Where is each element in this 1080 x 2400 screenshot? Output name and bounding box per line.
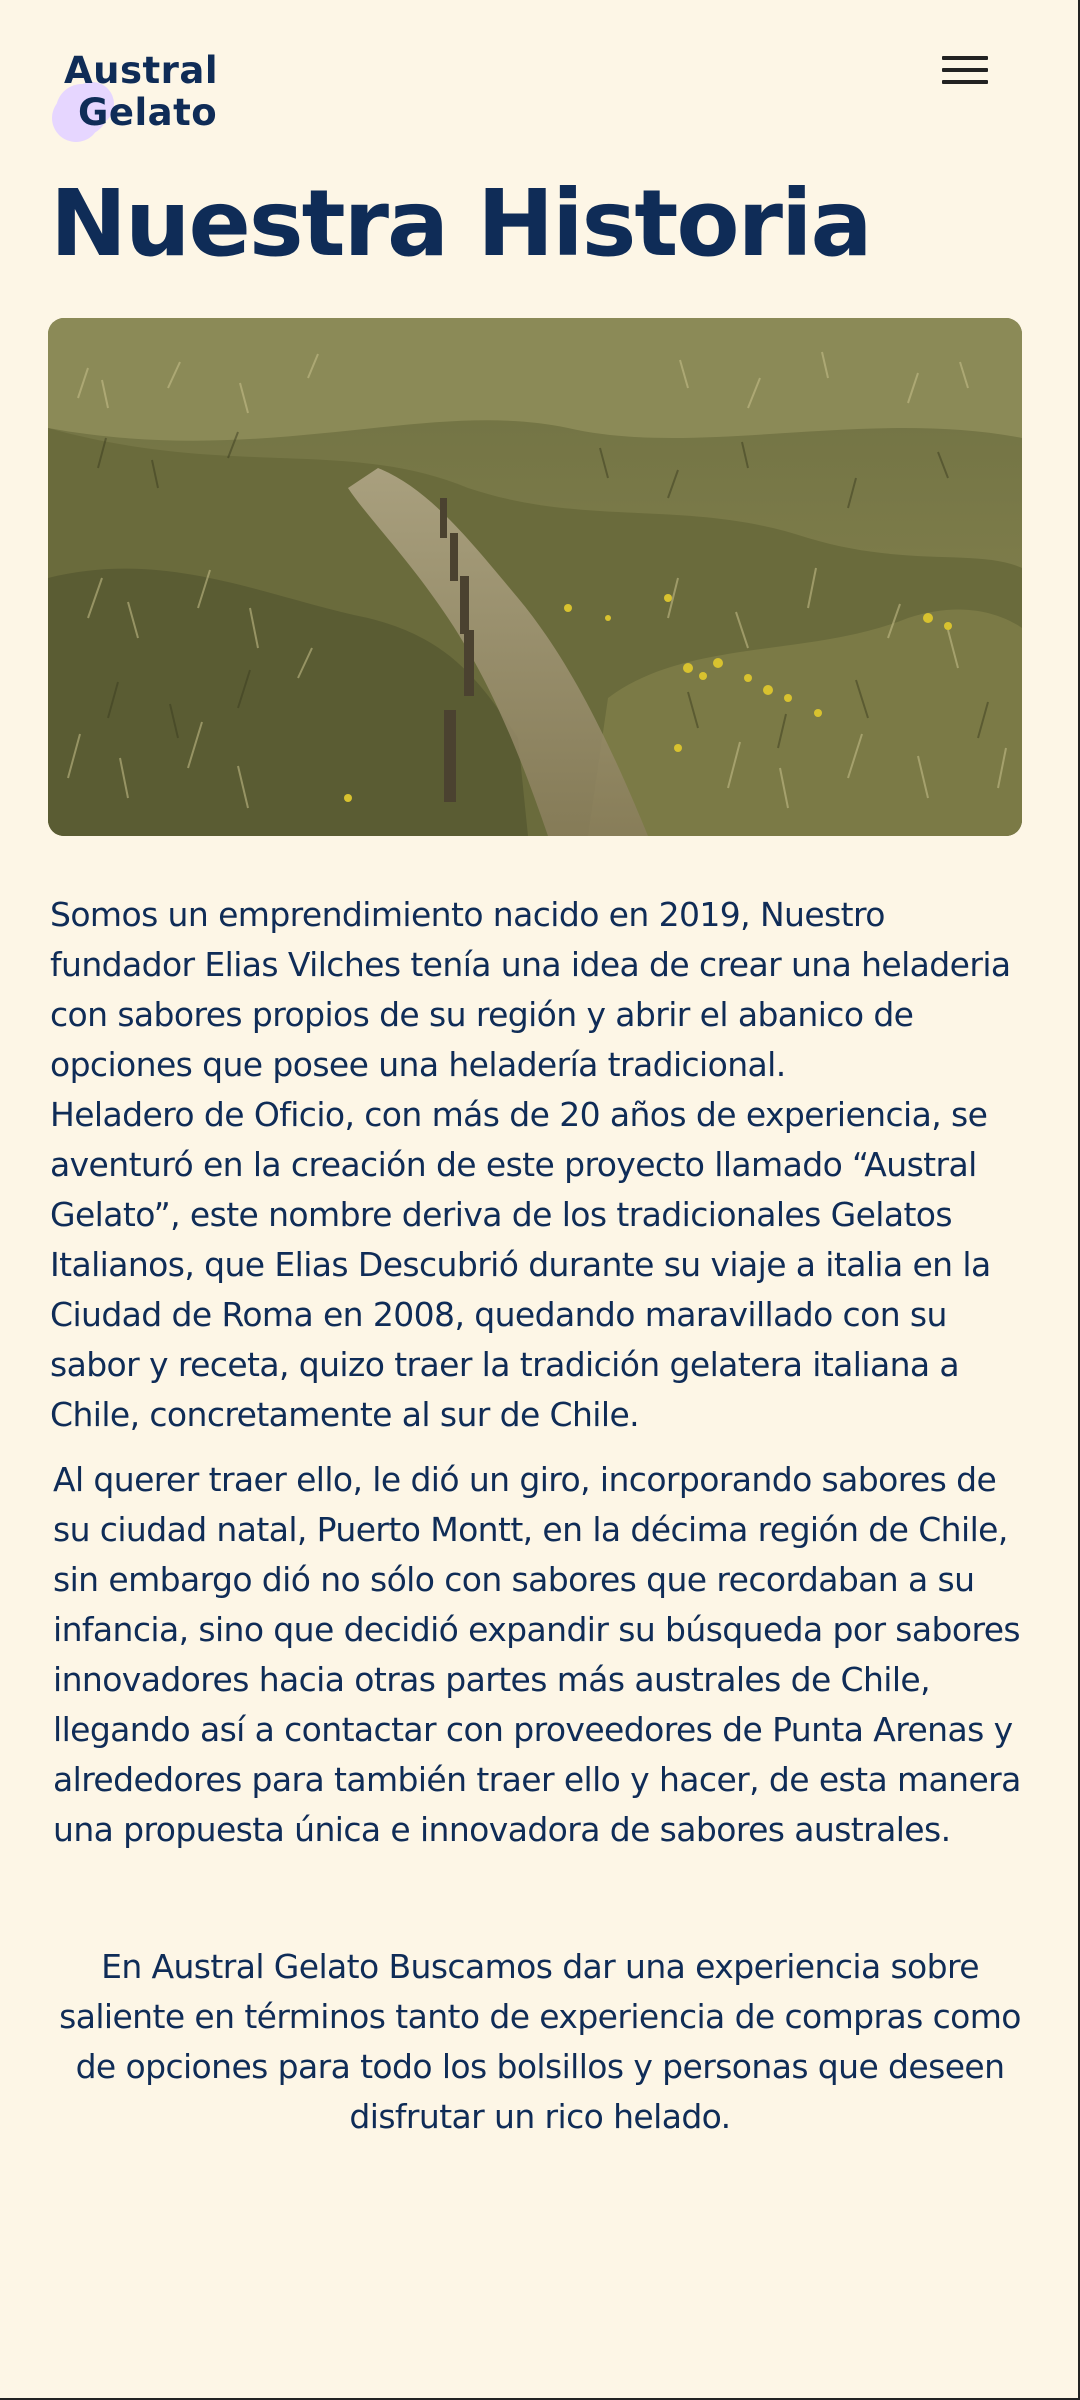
site-header xyxy=(0,0,1080,170)
story-paragraph-2: Al querer traer ello, le dió un giro, incorporando sabores de su ciudad natal, Puerto Montt, en la décima región de Chile, sin embargo dió no sólo con sabores que recordaban a su infancia, sino que decidió expandir su búsqueda por sabores innovadores hacia otras partes más australes de Chile, llegando así a contactar con proveedores de Punta Arenas y alrededores para también traer ello y hacer, de esta manera una propuesta única e innovadora de sabores australes. xyxy=(53,1460,1021,1849)
story-text-founder: Heladero de Oficio, con más de 20 años de experiencia, se aventuró en la creación de este proyecto llamado “Austral Gelato”, este nombre deriva de los tradicionales Gelatos Italianos, que Elias Descubrió durante su viaje a italia en la Ciudad de Roma en 2008, quedando maravillado con su sabor y receta, quizo traer la tradición gelatera italiana a Chile, concretamente al sur de Chile. xyxy=(50,1095,991,1434)
menu-bar-bottom xyxy=(942,80,988,84)
story-paragraph-1 xyxy=(50,890,1025,1440)
hamburger-menu-icon[interactable] xyxy=(930,50,1000,90)
mission-statement: En Austral Gelato Buscamos dar una experiencia sobre saliente en términos tanto de experiencia de compras como de opciones para todo los bolsillos y personas que deseen disfrutar un rico helado. xyxy=(59,1947,1021,2136)
logo-text-line1: Austral xyxy=(64,49,219,92)
hero-image xyxy=(48,318,1022,836)
menu-bar-top xyxy=(942,56,988,60)
landscape-photo xyxy=(48,318,1022,836)
logo-text-line2: Gelato xyxy=(78,91,218,134)
page-title: Nuestra Historia xyxy=(50,170,871,277)
story-text-origin: Somos un emprendimiento nacido en 2019, Nuestro fundador Elias Vilches tenía una idea de crear una heladeria con sabores propios de su región y abrir el abanico de opciones que posee una heladería tradicional. xyxy=(50,895,1011,1084)
brand-logo[interactable] xyxy=(56,48,226,138)
menu-bar-middle xyxy=(942,68,988,72)
